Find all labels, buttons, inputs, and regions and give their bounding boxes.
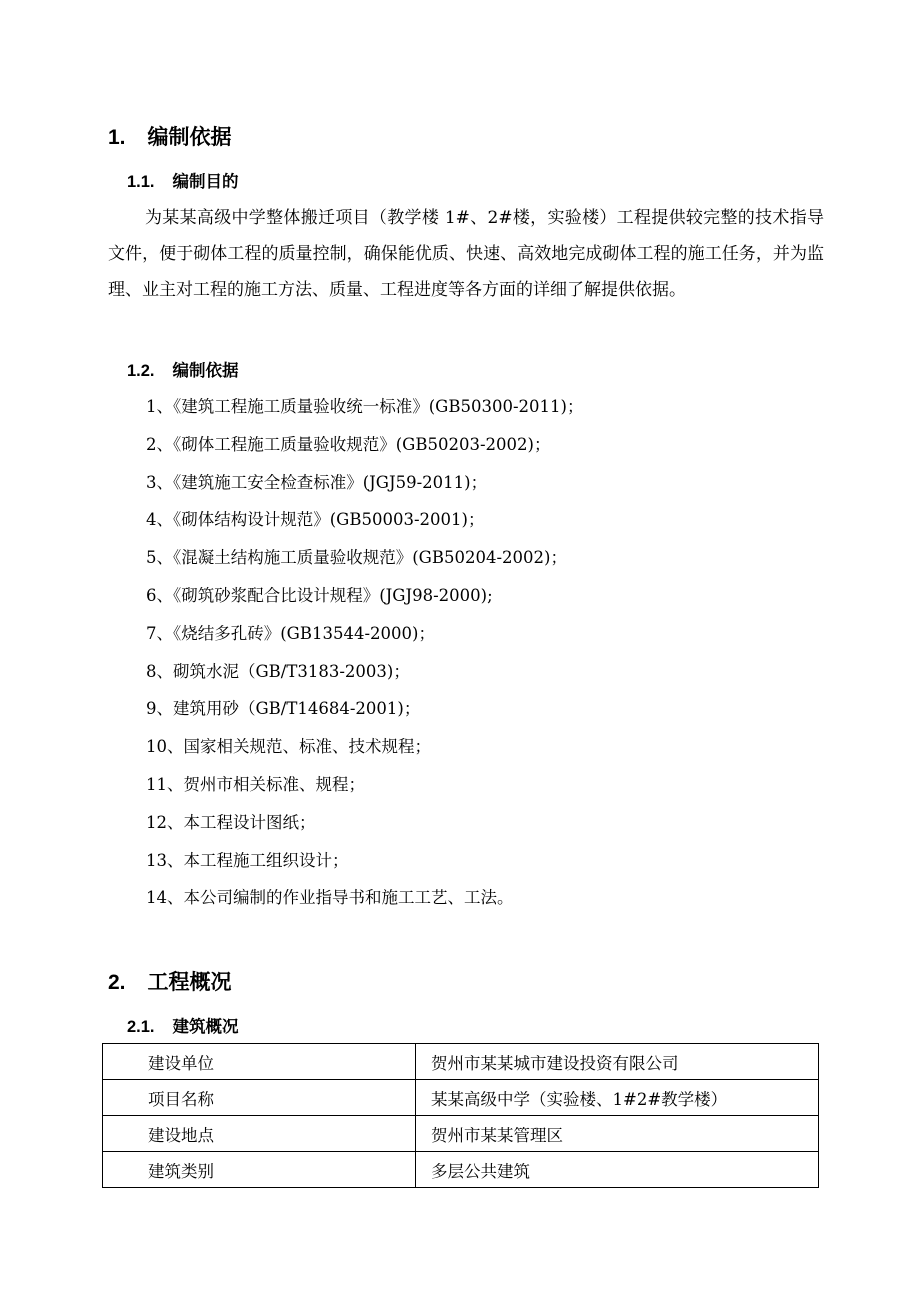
basis-item: 6、《砌筑砂浆配合比设计规程》(JGJ98-2000); (146, 585, 493, 605)
table-value-cell: 贺州市某某城市建设投资有限公司 (416, 1044, 819, 1080)
section-1-number: 1. (108, 126, 126, 149)
basis-item: 14、本公司编制的作业指导书和施工工艺、工法。 (146, 888, 514, 908)
section-2-title: 工程概况 (147, 970, 232, 994)
basis-item: 11、贺州市相关标准、规程； (146, 774, 365, 794)
table-value-cell: 多层公共建筑 (416, 1152, 819, 1188)
basis-item: 1、《建筑工程施工质量验收统一标准》(GB50300-2011)； (146, 397, 584, 416)
section-2-heading (108, 966, 232, 996)
basis-item: 5、《混凝土结构施工质量验收规范》(GB50204-2002)； (146, 548, 567, 568)
subsection-1-1-title: 编制目的 (172, 172, 239, 191)
subsection-1-1-heading (127, 168, 239, 192)
table-row (103, 1152, 819, 1188)
basis-item: 13、本工程施工组织设计； (146, 850, 349, 870)
subsection-1-2-number: 1.2. (127, 362, 155, 380)
basis-item: 2、《砌体工程施工质量验收规范》(GB50203-2002)； (146, 434, 551, 454)
table-label-cell: 建筑类别 (103, 1152, 416, 1188)
purpose-paragraph: 为某某高级中学整体搬迁项目（教学楼 1#、2#楼，实验楼）工程提供较完整的技术指导文件，便于砌体工程的质量控制，确保能优质、快速、高效地完成砌体工程的施工任务，并为监理、业主对工程的施工方法、质量、工程进度等各方面的详细了解提供依据。 (108, 208, 824, 300)
subsection-1-1-number: 1.1. (127, 173, 155, 191)
basis-item: 3、《建筑施工安全检查标准》(JGJ59-2011)； (146, 472, 488, 492)
table-label-cell: 建设单位 (103, 1044, 416, 1080)
table-value-cell: 贺州市某某管理区 (416, 1116, 819, 1152)
section-1-heading (108, 121, 232, 151)
subsection-1-2-heading (127, 357, 239, 381)
section-2-number: 2. (108, 971, 126, 994)
subsection-2-1-heading (127, 1013, 239, 1037)
subsection-2-1-title: 建筑概况 (172, 1017, 239, 1036)
basis-list (146, 388, 583, 917)
basis-item: 12、本工程设计图纸； (146, 812, 316, 832)
section-1-title: 编制依据 (147, 125, 232, 149)
table-row (103, 1080, 819, 1116)
basis-item: 4、《砌体结构设计规范》(GB50003-2001)； (146, 510, 485, 530)
subsection-2-1-number: 2.1. (127, 1018, 155, 1036)
building-overview-table (102, 1043, 819, 1188)
table-row (103, 1116, 819, 1152)
table-label-cell: 建设地点 (103, 1116, 416, 1152)
table-label-cell: 项目名称 (103, 1080, 416, 1116)
basis-item: 7、《烧结多孔砖》(GB13544-2000)； (146, 623, 435, 643)
table-value-cell: 某某高级中学（实验楼、1#2#教学楼） (416, 1080, 819, 1116)
basis-item: 10、国家相关规范、标准、技术规程； (146, 737, 431, 757)
basis-item: 8、砌筑水泥（GB/T3183-2003)； (146, 661, 410, 681)
basis-item: 9、建筑用砂（GB/T14684-2001)； (146, 699, 421, 719)
subsection-1-2-title: 编制依据 (172, 361, 239, 380)
table-row (103, 1044, 819, 1080)
